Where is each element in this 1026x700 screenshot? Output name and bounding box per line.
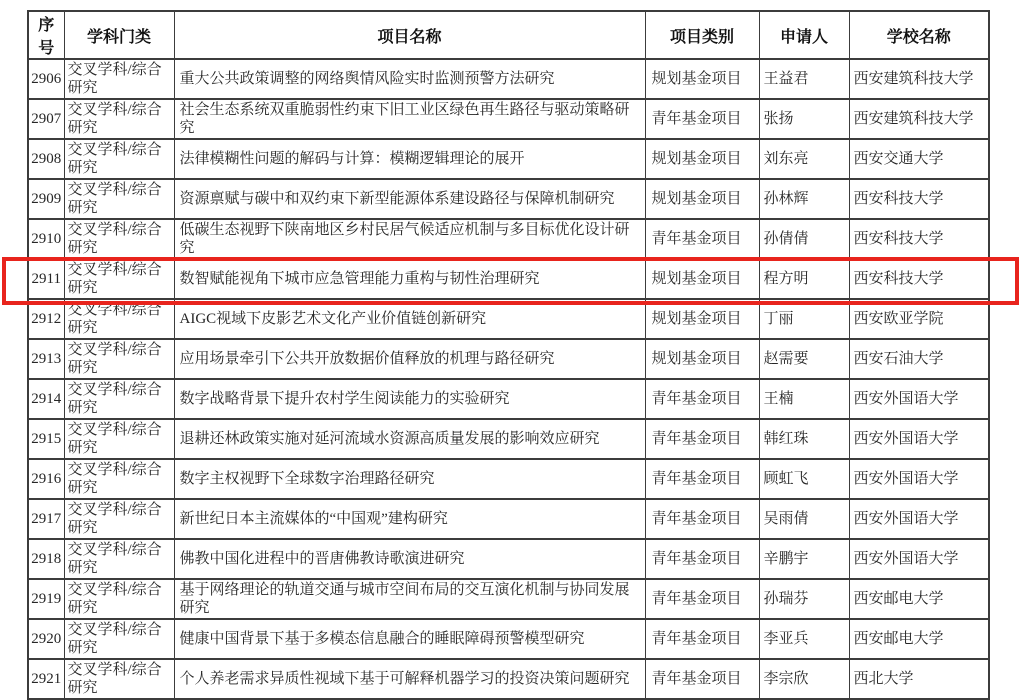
cell-seq: 2915 [28,419,64,459]
cell-discipline: 交叉学科/综合研究 [64,659,174,699]
cell-applicant: 李亚兵 [759,619,849,659]
cell-seq: 2909 [28,179,64,219]
table-row [28,619,989,659]
cell-school: 西安石油大学 [849,339,989,379]
cell-discipline: 交叉学科/综合研究 [64,539,174,579]
cell-applicant: 张扬 [759,99,849,139]
cell-applicant: 孙倩倩 [759,219,849,259]
table-row [28,659,989,699]
cell-school: 西安外国语大学 [849,459,989,499]
column-header-school: 学校名称 [849,11,989,59]
cell-project-name: 基于网络理论的轨道交通与城市空间布局的交互演化机制与协同发展研究 [174,579,645,619]
cell-discipline: 交叉学科/综合研究 [64,379,174,419]
cell-seq: 2907 [28,99,64,139]
cell-school: 西安邮电大学 [849,619,989,659]
cell-school: 西安外国语大学 [849,539,989,579]
column-header-category: 项目类别 [645,11,759,59]
cell-category: 规划基金项目 [645,299,759,339]
cell-project-name: 健康中国背景下基于多模态信息融合的睡眠障碍预警模型研究 [174,619,645,659]
cell-applicant: 王楠 [759,379,849,419]
cell-project-name: 数智赋能视角下城市应急管理能力重构与韧性治理研究 [174,259,645,299]
cell-school: 西安外国语大学 [849,499,989,539]
cell-category: 青年基金项目 [645,539,759,579]
cell-category: 青年基金项目 [645,419,759,459]
table-row [28,339,989,379]
cell-category: 青年基金项目 [645,499,759,539]
cell-project-name: AIGC视域下皮影艺术文化产业价值链创新研究 [174,299,645,339]
table-row [28,59,989,99]
cell-applicant: 顾虹飞 [759,459,849,499]
cell-project-name: 数字战略背景下提升农村学生阅读能力的实验研究 [174,379,645,419]
cell-project-name: 法律模糊性问题的解码与计算：模糊逻辑理论的展开 [174,139,645,179]
cell-discipline: 交叉学科/综合研究 [64,59,174,99]
cell-category: 规划基金项目 [645,59,759,99]
cell-discipline: 交叉学科/综合研究 [64,419,174,459]
cell-category: 青年基金项目 [645,659,759,699]
cell-discipline: 交叉学科/综合研究 [64,619,174,659]
table-header-row [28,11,989,59]
cell-school: 西安建筑科技大学 [849,99,989,139]
cell-category: 青年基金项目 [645,99,759,139]
cell-discipline: 交叉学科/综合研究 [64,579,174,619]
cell-project-name: 新世纪日本主流媒体的“中国观”建构研究 [174,499,645,539]
column-header-project-name: 项目名称 [174,11,645,59]
cell-seq: 2911 [28,259,64,299]
cell-seq: 2918 [28,539,64,579]
cell-category: 青年基金项目 [645,619,759,659]
table-row [28,219,989,259]
cell-discipline: 交叉学科/综合研究 [64,459,174,499]
cell-seq: 2921 [28,659,64,699]
cell-school: 西安外国语大学 [849,419,989,459]
cell-discipline: 交叉学科/综合研究 [64,219,174,259]
cell-seq: 2919 [28,579,64,619]
cell-applicant: 赵需要 [759,339,849,379]
cell-seq: 2917 [28,499,64,539]
cell-project-name: 应用场景牵引下公共开放数据价值释放的机理与路径研究 [174,339,645,379]
table-row [28,419,989,459]
cell-seq: 2920 [28,619,64,659]
cell-applicant: 孙瑞芬 [759,579,849,619]
cell-school: 西北大学 [849,659,989,699]
table-row [28,179,989,219]
column-header-applicant: 申请人 [759,11,849,59]
cell-category: 青年基金项目 [645,459,759,499]
cell-applicant: 韩红珠 [759,419,849,459]
cell-discipline: 交叉学科/综合研究 [64,179,174,219]
cell-applicant: 李宗欣 [759,659,849,699]
cell-category: 规划基金项目 [645,139,759,179]
cell-school: 西安科技大学 [849,259,989,299]
cell-category: 规划基金项目 [645,179,759,219]
cell-school: 西安交通大学 [849,139,989,179]
table-row [28,259,989,299]
cell-applicant: 吴雨倩 [759,499,849,539]
cell-school: 西安建筑科技大学 [849,59,989,99]
table-row [28,459,989,499]
cell-seq: 2916 [28,459,64,499]
table-row [28,99,989,139]
table-row [28,579,989,619]
cell-project-name: 数字主权视野下全球数字治理路径研究 [174,459,645,499]
cell-category: 青年基金项目 [645,219,759,259]
cell-seq: 2906 [28,59,64,99]
cell-seq: 2912 [28,299,64,339]
table-row [28,539,989,579]
cell-category: 青年基金项目 [645,579,759,619]
cell-applicant: 程方明 [759,259,849,299]
table-row [28,139,989,179]
column-header-discipline: 学科门类 [64,11,174,59]
cell-school: 西安欧亚学院 [849,299,989,339]
cell-seq: 2913 [28,339,64,379]
cell-category: 规划基金项目 [645,259,759,299]
cell-applicant: 刘东亮 [759,139,849,179]
cell-discipline: 交叉学科/综合研究 [64,259,174,299]
cell-category: 青年基金项目 [645,379,759,419]
table-row-highlighted [28,299,989,339]
cell-project-name: 社会生态系统双重脆弱性约束下旧工业区绿色再生路径与驱动策略研究 [174,99,645,139]
cell-discipline: 交叉学科/综合研究 [64,139,174,179]
table-row [28,499,989,539]
cell-project-name: 退耕还林政策实施对延河流域水资源高质量发展的影响效应研究 [174,419,645,459]
cell-applicant: 王益君 [759,59,849,99]
cell-school: 西安科技大学 [849,219,989,259]
cell-category: 规划基金项目 [645,339,759,379]
cell-school: 西安科技大学 [849,179,989,219]
table-row [28,379,989,419]
cell-discipline: 交叉学科/综合研究 [64,99,174,139]
column-header-seq: 序号 [28,11,64,59]
cell-discipline: 交叉学科/综合研究 [64,339,174,379]
cell-applicant: 孙林辉 [759,179,849,219]
cell-discipline: 交叉学科/综合研究 [64,299,174,339]
cell-project-name: 重大公共政策调整的网络舆情风险实时监测预警方法研究 [174,59,645,99]
cell-school: 西安邮电大学 [849,579,989,619]
cell-project-name: 资源禀赋与碳中和双约束下新型能源体系建设路径与保障机制研究 [174,179,645,219]
cell-seq: 2908 [28,139,64,179]
cell-project-name: 佛教中国化进程中的晋唐佛教诗歌演进研究 [174,539,645,579]
cell-applicant: 丁丽 [759,299,849,339]
cell-applicant: 辛鹏宇 [759,539,849,579]
cell-project-name: 低碳生态视野下陕南地区乡村民居气候适应机制与多目标优化设计研究 [174,219,645,259]
cell-seq: 2914 [28,379,64,419]
cell-project-name: 个人养老需求异质性视域下基于可解释机器学习的投资决策问题研究 [174,659,645,699]
cell-discipline: 交叉学科/综合研究 [64,499,174,539]
projects-table [27,10,990,700]
cell-seq: 2910 [28,219,64,259]
cell-school: 西安外国语大学 [849,379,989,419]
